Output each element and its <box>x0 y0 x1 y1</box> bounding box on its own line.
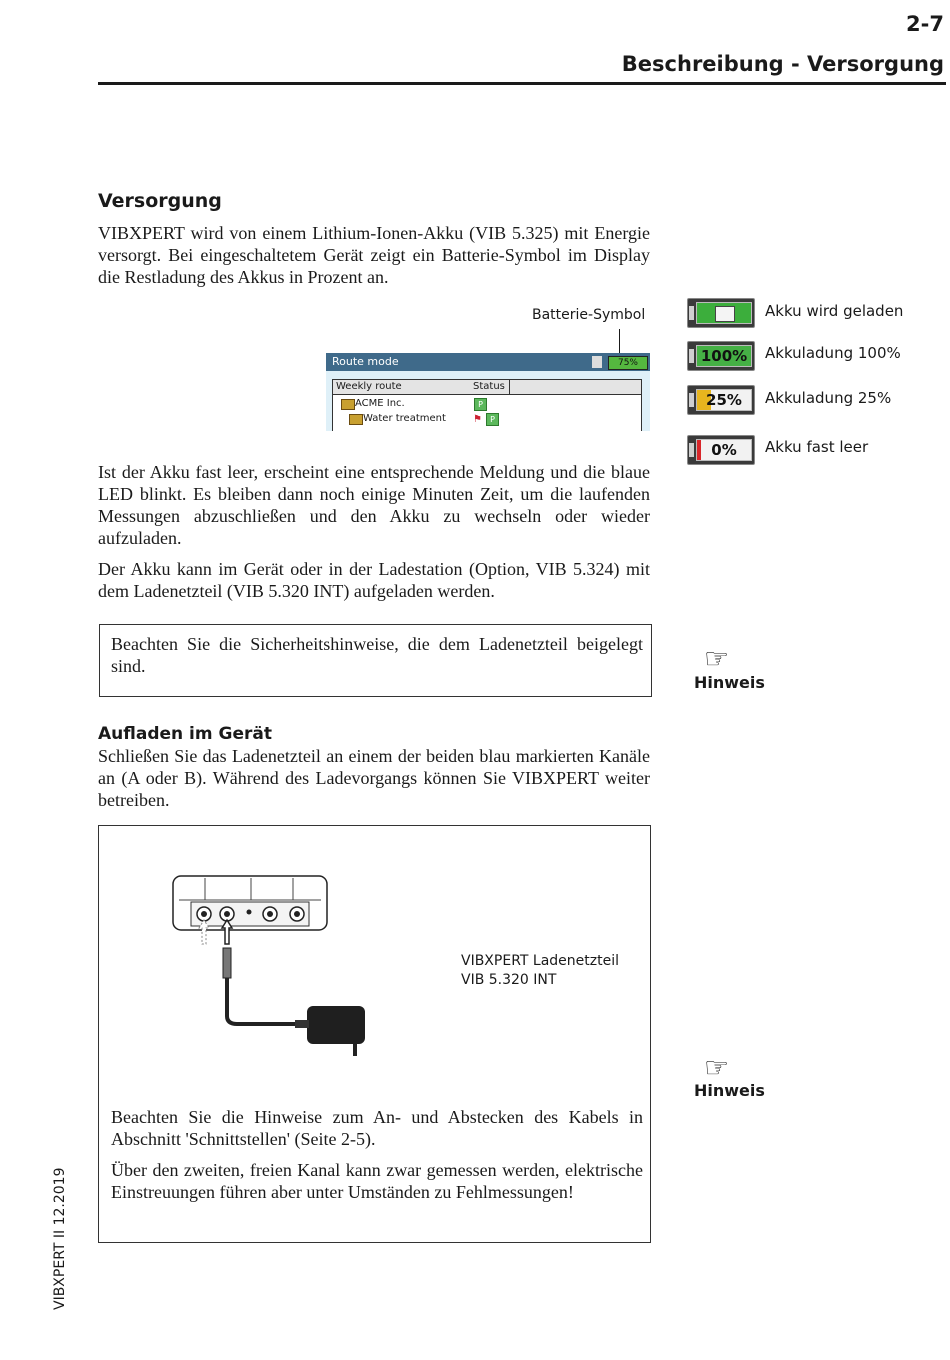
screen-title: Route mode <box>332 355 399 368</box>
legend-label-empty: Akku fast leer <box>765 438 869 456</box>
notice-text: Beachten Sie die Sicherheitshinweise, die dem Ladenetzteil beigelegt sind. <box>111 634 643 676</box>
connect-paragraph: Schließen Sie das Ladenetzteil an einem der beiden blau markierten Kanäle an (A oder B). Während des Ladevorgangs können Sie VIBXPERT weiter betreiben. <box>98 746 650 810</box>
battery-100-text: 100% <box>700 347 748 365</box>
battery-empty-text: 0% <box>711 441 737 459</box>
second-channel-paragraph: Über den zweiten, freien Kanal kann zwar gemessen werden, elektrische Einstreuungen führen aber unter Umständen zu Fehlmessungen! <box>111 1160 643 1202</box>
folder-icon <box>349 414 363 425</box>
illustration-box <box>98 825 651 1243</box>
battery-charging-icon <box>687 298 755 328</box>
charger-connection-illustration <box>159 866 379 1066</box>
column-header-blank <box>510 380 641 395</box>
battery-empty-icon <box>687 435 755 465</box>
battery-25-text: 25% <box>706 391 742 409</box>
screen-titlebar <box>326 353 650 371</box>
header-rule <box>98 82 946 85</box>
adapter-label-model: VIB 5.320 INT <box>461 972 557 988</box>
column-header-status: Status <box>470 380 510 395</box>
pointing-hand-icon: ☞ <box>704 1051 730 1084</box>
screen-table <box>332 379 642 431</box>
column-header-weekly-route: Weekly route <box>333 380 471 395</box>
status-badge: P <box>486 413 499 426</box>
section-heading: Versorgung <box>98 190 222 212</box>
adapter-label-name: VIBXPERT Ladenetzteil <box>461 953 619 969</box>
cable-hint-paragraph: Beachten Sie die Hinweise zum An- und Abstecken des Kabels in Abschnitt 'Schnittstellen' (Seite 2-5). <box>111 1107 643 1149</box>
legend-label-charging: Akku wird geladen <box>765 302 904 320</box>
page-number: 2-7 <box>906 12 944 36</box>
charging-paragraph: Der Akku kann im Gerät oder in der Ladestation (Option, VIB 5.324) mit dem Ladenetzteil (VIB 5.320 INT) aufgeladen werden. <box>98 559 650 601</box>
folder-icon <box>341 399 355 410</box>
legend-label-25: Akkuladung 25% <box>765 389 892 407</box>
header-title: Beschreibung - Versorgung <box>621 52 944 76</box>
notice-box <box>99 624 652 697</box>
flag-icon: ⚑ <box>473 414 482 425</box>
adapter-label <box>461 952 619 990</box>
plug-icon <box>592 356 602 368</box>
status-badge: P <box>474 398 487 411</box>
screen-battery-icon: 75% <box>608 356 648 370</box>
plug-charging-icon <box>715 306 735 322</box>
hinweis-label: Hinweis <box>694 673 765 692</box>
battery-symbol-label: Batterie-Symbol <box>532 307 646 323</box>
battery-25-icon <box>687 385 755 415</box>
footer-side-text: VIBXPERT II 12.2019 <box>52 1167 68 1310</box>
battery-100-icon <box>687 341 755 371</box>
hinweis-label: Hinweis <box>694 1081 765 1100</box>
low-battery-paragraph: Ist der Akku fast leer, erscheint eine entsprechende Meldung und die blaue LED blinkt. Es bleiben dann noch einige Minuten Zeit, um die laufenden Messungen abzuschließen und den Akku zu wechseln oder wieder aufzuladen. <box>98 462 650 548</box>
subsection-heading: Aufladen im Gerät <box>98 724 272 744</box>
tree-item-acme: ACME Inc. <box>355 398 405 409</box>
pointing-hand-icon: ☞ <box>704 642 730 675</box>
device-screen-figure <box>326 353 650 431</box>
legend-label-100: Akkuladung 100% <box>765 344 901 362</box>
tree-item-water-treatment: Water treatment <box>363 413 446 424</box>
intro-paragraph: VIBXPERT wird von einem Lithium-Ionen-Akku (VIB 5.325) mit Energie versorgt. Bei eingeschaltetem Gerät zeigt ein Batterie-Symbol im Display die Restladung des Akkus in Prozent an. <box>98 223 650 287</box>
